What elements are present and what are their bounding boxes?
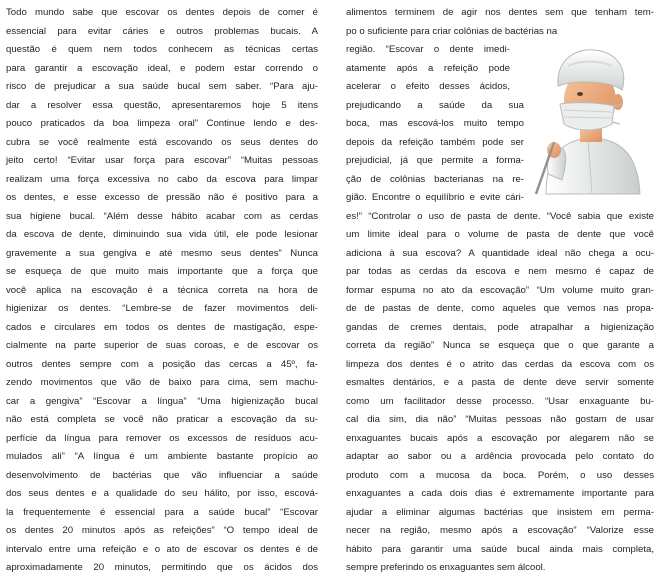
text-line: gião. Encontre o equilíbrio e evite cári-	[346, 192, 524, 203]
text-line: sempre preferindo os enxaguantes sem álcool.	[346, 562, 546, 573]
text-line: realizam uma força excessiva no cabo da escova para limpar	[6, 173, 318, 185]
text-line: higienizar os dentes. “Lembre-se de fazer movimentos deli-	[6, 303, 318, 314]
text-line: acelerar o efeito desses ácidos,	[346, 81, 510, 92]
text-line: atamente após a refeição pode	[346, 62, 510, 74]
text-line: boca, mas escová-los muito tempo	[346, 118, 524, 129]
text-line: cados e circulares em todos os dentes de mastigação, espe-	[6, 321, 318, 333]
text-line: dar a resolver essa questão, apresentaremos hoje 5 itens	[6, 99, 318, 111]
text-line: gandas de cremes dentais, pode atrapalhar a higienização	[346, 321, 654, 333]
text-line: essencial para evitar cáries e outros problemas bucais. A	[6, 25, 318, 37]
text-line: prejudicial, já que permite a forma-	[346, 155, 524, 166]
text-line: intervalo entre uma refeição e o ato de escovar os dentes é de	[6, 543, 318, 555]
text-line: cal dia sim, dia não” “Muitas pessoas não gostam de usar	[346, 414, 654, 425]
text-line: mulados ali” “A língua é um ambiente bastante propício ao	[6, 451, 318, 462]
text-line: dos seus dentes e a qualidade do seu hálito, por isso, escová-	[6, 488, 318, 499]
text-line: necer na região, mesmo após a escovação” “Valorize esse	[346, 525, 654, 536]
text-line: gravemente a sua gengiva e até mesmo seus dentes” Nunca	[6, 247, 318, 259]
text-line: hábito para garantir uma saúde bucal ainda mais completa,	[346, 543, 654, 555]
text-line: par todas as cerdas da escova e nem mesmo é capaz de	[346, 266, 654, 277]
text-line: desenvolvimento de bactérias que vão influenciar a saúde	[6, 469, 318, 481]
text-line: cialmente na parte superior de suas coroas, e de escovar os	[6, 340, 318, 351]
text-line: se esqueça de que muito mais importante que a força que	[6, 266, 318, 277]
text-line: aproximadamente 20 minutos, permitindo que os ácidos dos	[6, 562, 318, 573]
text-line: alimentos terminem de agir nos dentes sem que tenham tem-	[346, 7, 654, 18]
text-line: cubra se você realmente está escovando os seus dentes do	[6, 136, 318, 148]
text-line: correta da região” Nunca se esqueça que o que garante a	[346, 340, 654, 351]
text-line: enxaguantes a cada dois dias é extremamente importante para	[346, 488, 654, 499]
text-line: sua higiene bucal. “Além desse hábito acabar com as cerdas	[6, 210, 318, 222]
text-line: la frequentemente é essencial para a saúde bucal” “Escovar	[6, 506, 318, 518]
text-line: os dentes, e esse excesso de pressão não é positivo para a	[6, 192, 318, 203]
text-line: esmaltes dentários, e a pasta de dente deve servir somente	[346, 377, 654, 388]
text-line: pouco praticados da boa limpeza oral” Continue lendo e des-	[6, 118, 318, 129]
text-line: formar espuma no ato da escovação” “Um volume muito gran-	[346, 284, 654, 296]
text-line: jeito certo! “Evitar usar força para escovar” “Muitas pessoas	[6, 155, 318, 166]
text-line: Todo mundo sabe que escovar os dentes depois de comer é	[6, 7, 318, 18]
text-line: adiciona à sua escova? A quantidade ideal não chega a ocu-	[346, 247, 654, 259]
text-line: zendo movimentos que vão de baixo para cima, sem machu-	[6, 377, 318, 388]
text-line: perfície da língua para remover os excessos de resíduos acu-	[6, 432, 318, 444]
text-line: risco de prejudicar a sua saúde bucal sem saber. “Para aju-	[6, 81, 318, 92]
text-line: produto com a mucosa da boca. Porém, o uso desses	[346, 469, 654, 481]
text-line: questão é quem nem todos conhecem as técnicas certas	[6, 44, 318, 55]
text-line: para garantir a escovação ideal, e podem estar correndo o	[6, 62, 318, 74]
article-left-column	[6, 4, 318, 578]
text-line: car a gengiva” “Escovar a língua” “Uma higienização bucal	[6, 395, 318, 407]
text-line: depois da refeição também pode ser	[346, 136, 524, 148]
text-line: enxaguantes bucais após a escovação por alegarem não se	[346, 432, 654, 444]
text-line: limpeza dos dentes é o atrito das cerdas da escova com os	[346, 358, 654, 370]
text-line: adaptar ao sabor ou a ardência provocada pelo contato do	[346, 451, 654, 462]
text-line: ção de colônias bacterianas na re-	[346, 173, 524, 185]
text-line: outros dentes sempre com a posição das cercas a 45º, fa-	[6, 358, 318, 370]
text-line: de de pastas de dente, como aqueles que vemos nas propa-	[346, 303, 654, 314]
text-line: você aplica na escovação é a técnica correta na hora de	[6, 284, 318, 296]
dentist-illustration-icon	[528, 44, 656, 204]
text-line: da escova de dente, diminuindo sua vida útil, ele pode lesionar	[6, 229, 318, 240]
text-line: como um facilitador desse processo. “Usar enxaguante bu-	[346, 395, 654, 407]
text-line: ajudar a eliminar algumas bactérias que insistem em perma-	[346, 506, 654, 518]
text-line: po o suficiente para criar colônias de bactérias na	[346, 25, 558, 37]
text-line: os dentes 20 minutos após as refeições” “O tempo ideal de	[6, 525, 318, 536]
text-line: não está completa se você não praticar a escovação da su-	[6, 414, 318, 425]
text-line: um limite ideal para o volume de pasta de dente que você	[346, 229, 654, 240]
text-line: região. “Escovar o dente imedi-	[346, 44, 510, 55]
text-line: es!” “Controlar o uso de pasta de dente. “Você sabia que existe	[346, 210, 654, 222]
text-line: prejudicando a saúde da sua	[346, 99, 524, 111]
